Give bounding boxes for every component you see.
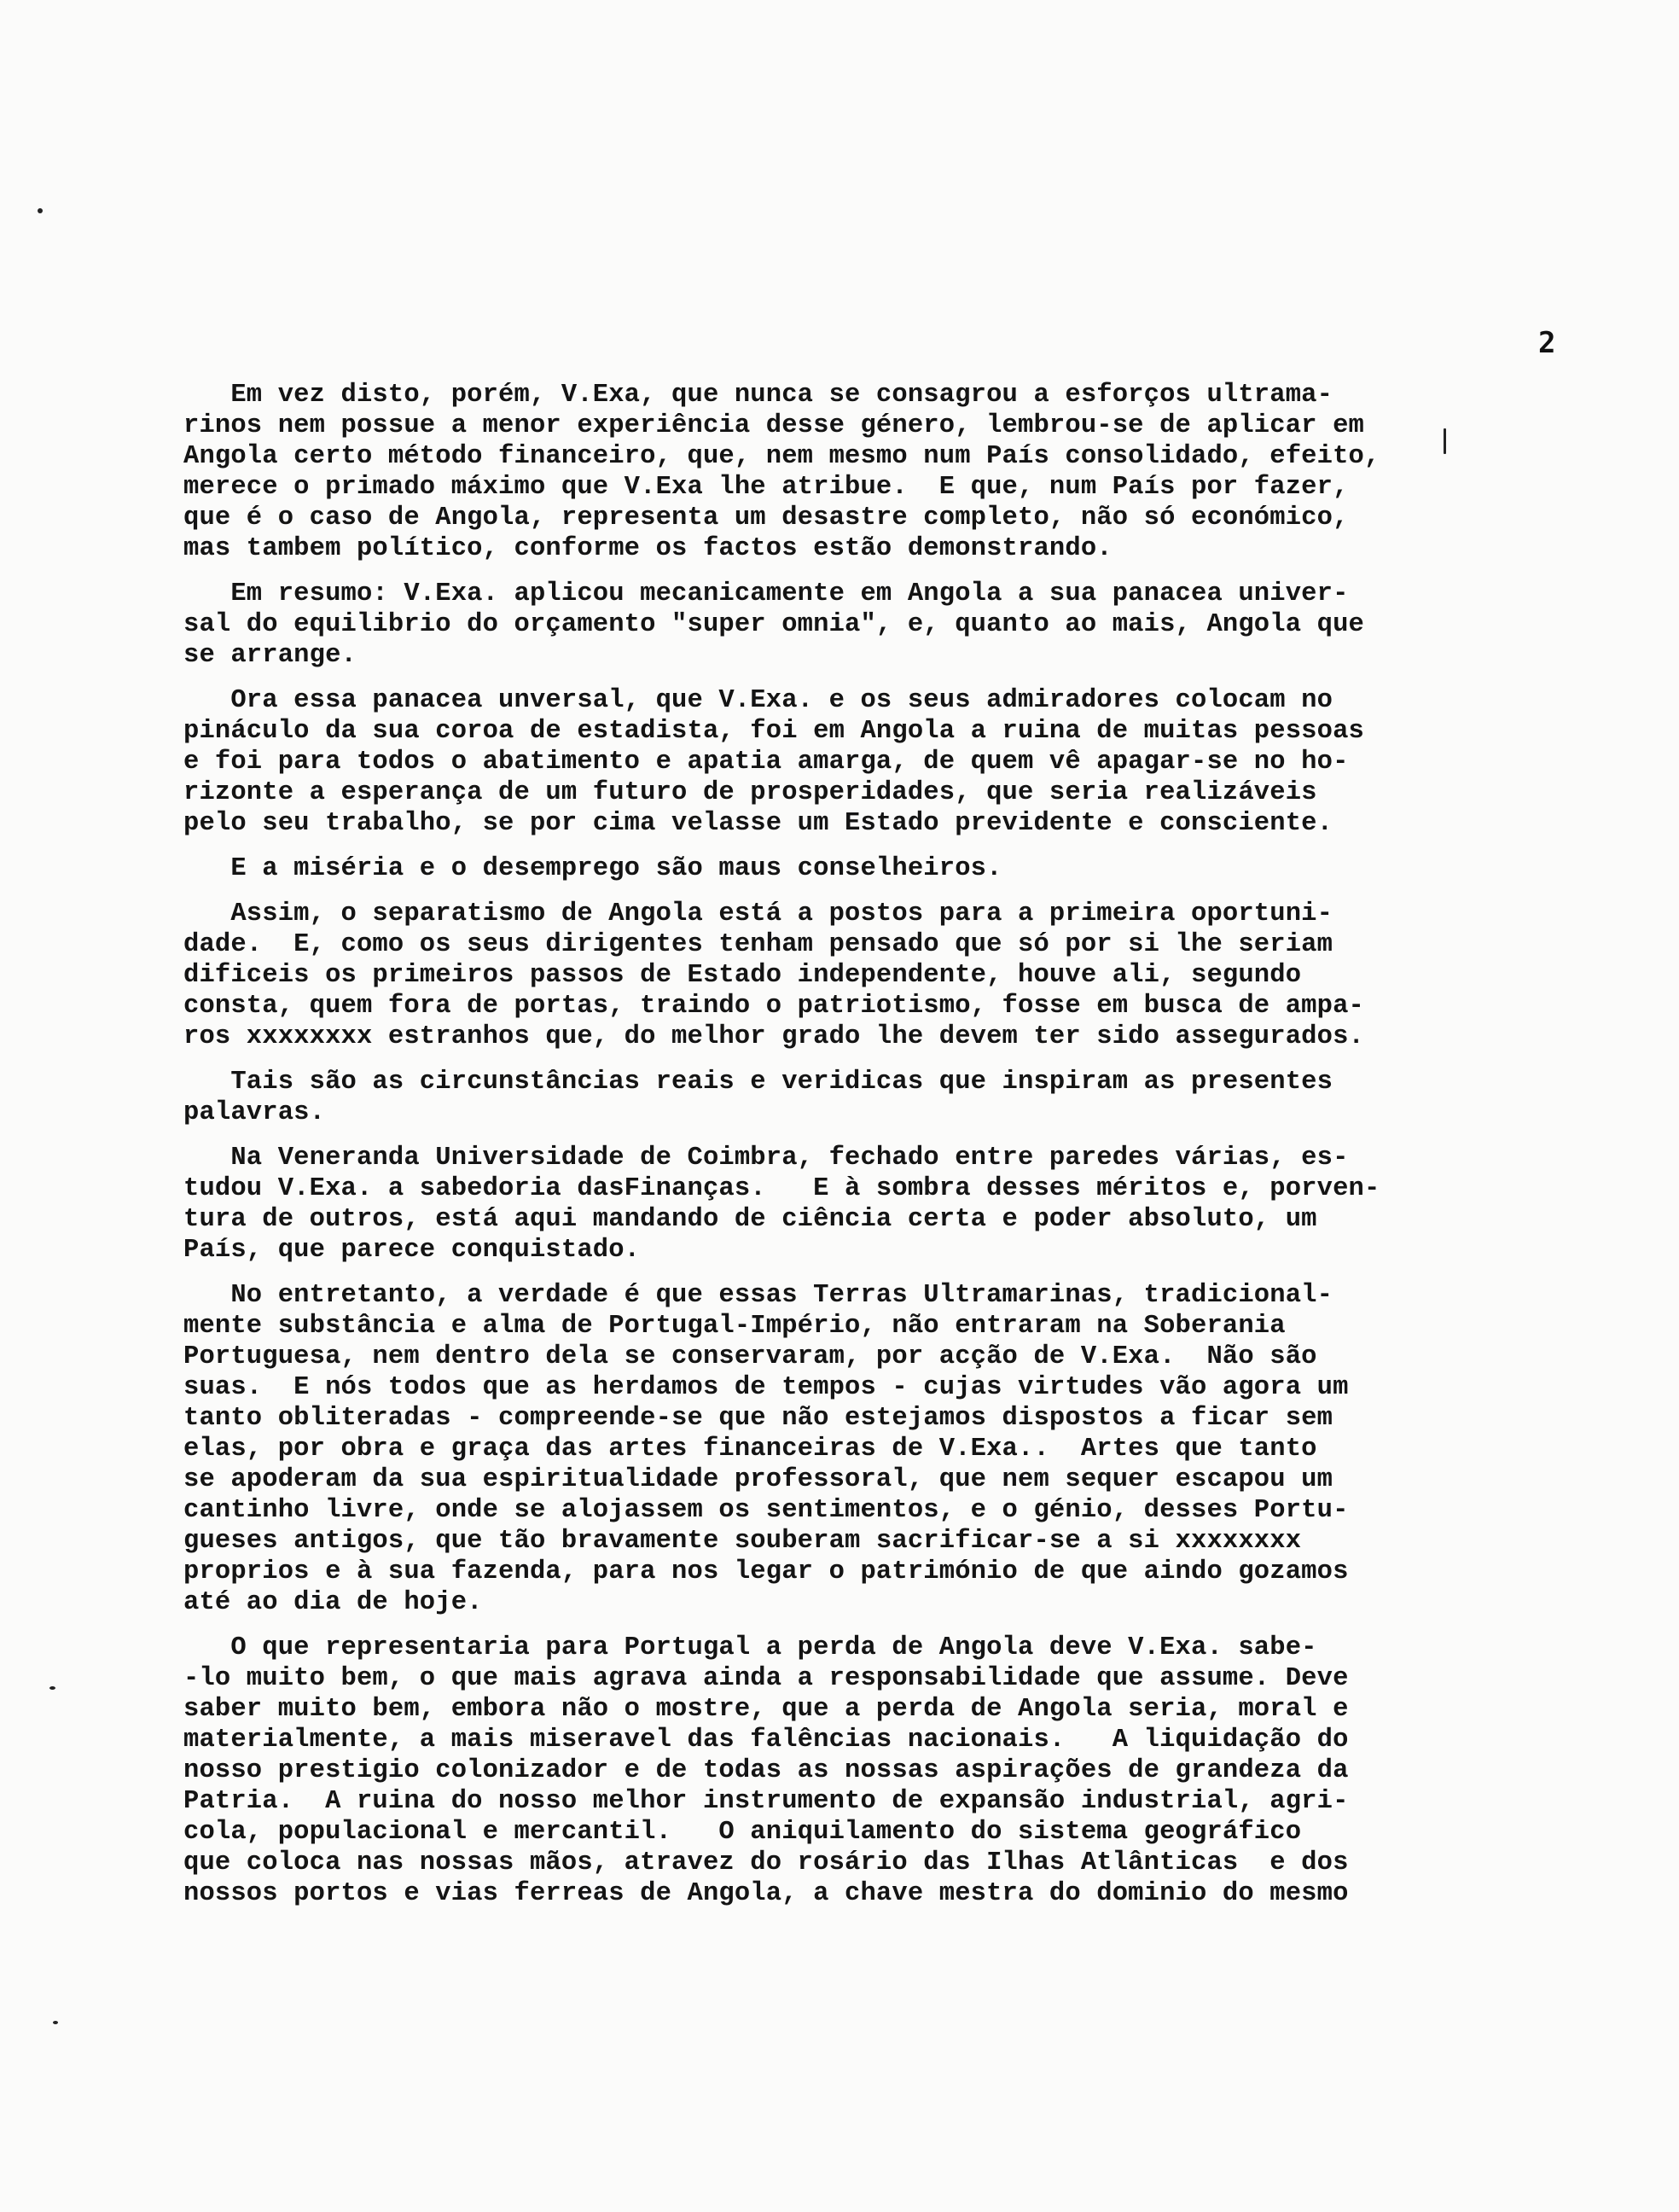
paragraph <box>183 1143 1566 1266</box>
text-line: cantinho livre, onde se alojassem os sentimentos, e o génio, desses Portu- <box>183 1496 1349 1525</box>
text-line: Portuguesa, nem dentro dela se conservaram, por acção de V.Exa. Não são <box>183 1342 1317 1371</box>
paragraph <box>183 380 1566 564</box>
text-line: No entretanto, a verdade é que essas Terras Ultramarinas, tradicional- <box>183 1281 1333 1310</box>
text-line: que é o caso de Angola, representa um desastre completo, não só económico, <box>183 504 1349 533</box>
text-line: tudou V.Exa. a sabedoria dasFinanças. E à sombra desses méritos e, porven- <box>183 1174 1380 1203</box>
margin-speck <box>49 1686 55 1690</box>
text-line: nossos portos e vias ferreas de Angola, a chave mestra do dominio do mesmo <box>183 1879 1349 1908</box>
text-line: ros xxxxxxxx estranhos que, do melhor grado lhe devem ter sido assegurados. <box>183 1022 1364 1051</box>
text-line: O que representaria para Portugal a perda de Angola deve V.Exa. sabe- <box>183 1633 1317 1662</box>
text-line: País, que parece conquistado. <box>183 1236 641 1265</box>
text-line: pelo seu trabalho, se por cima velasse um Estado previdente e consciente. <box>183 809 1333 838</box>
margin-speck <box>38 208 43 213</box>
text-line: mas tambem político, conforme os factos estão demonstrando. <box>183 534 1113 563</box>
text-line: Patria. A ruina do nosso melhor instrumento de expansão industrial, agri- <box>183 1787 1349 1816</box>
text-line: Assim, o separatismo de Angola está a postos para a primeira oportuni- <box>183 899 1333 928</box>
text-line: Na Veneranda Universidade de Coimbra, fechado entre paredes várias, es- <box>183 1144 1349 1173</box>
text-line: mente substância e alma de Portugal-Império, não entraram na Soberania <box>183 1312 1286 1341</box>
paragraph <box>183 853 1566 884</box>
text-line: materialmente, a mais miseravel das falências nacionais. A liquidação do <box>183 1726 1349 1755</box>
text-line: tanto obliteradas - compreende-se que não estejamos dispostos a ficar sem <box>183 1404 1333 1433</box>
text-line: gueses antigos, que tão bravamente souberam sacrificar-se a si xxxxxxxx <box>183 1527 1302 1556</box>
paragraph <box>183 1280 1566 1618</box>
text-line: que coloca nas nossas mãos, atravez do rosário das Ilhas Atlânticas e dos <box>183 1848 1349 1877</box>
text-line: Tais são as circunstâncias reais e veridicas que inspiram as presentes <box>183 1068 1333 1097</box>
text-line: merece o primado máximo que V.Exa lhe atribue. E que, num País por fazer, <box>183 473 1349 502</box>
text-line: consta, quem fora de portas, traindo o patriotismo, fosse em busca de ampa- <box>183 992 1364 1021</box>
text-line: e foi para todos o abatimento e apatia amarga, de quem vê apagar-se no ho- <box>183 748 1349 777</box>
text-line: elas, por obra e graça das artes financeiras de V.Exa.. Artes que tanto <box>183 1435 1317 1464</box>
text-line: se arrange. <box>183 641 357 670</box>
text-line: E a miséria e o desemprego são maus conselheiros. <box>183 854 1002 883</box>
text-line: -lo muito bem, o que mais agrava ainda a responsabilidade que assume. Deve <box>183 1664 1349 1693</box>
text-line: saber muito bem, embora não o mostre, que a perda de Angola seria, moral e <box>183 1695 1349 1724</box>
text-line: palavras. <box>183 1098 326 1127</box>
text-line: Angola certo método financeiro, que, nem mesmo num País consolidado, efeito, <box>183 442 1380 471</box>
page-number: 2 <box>1538 326 1556 360</box>
text-line: dificeis os primeiros passos de Estado independente, houve ali, segundo <box>183 961 1302 990</box>
text-line: tura de outros, está aqui mandando de ciência certa e poder absoluto, um <box>183 1205 1317 1234</box>
text-line: Ora essa panacea unversal, que V.Exa. e os seus admiradores colocam no <box>183 686 1333 715</box>
text-line: rinos nem possue a menor experiência desse género, lembrou-se de aplicar em <box>183 411 1364 440</box>
paragraph <box>183 579 1566 671</box>
text-line: dade. E, como os seus dirigentes tenham pensado que só por si lhe seriam <box>183 930 1333 959</box>
text-line: Em vez disto, porém, V.Exa, que nunca se consagrou a esforços ultrama- <box>183 381 1333 410</box>
paragraph <box>183 1633 1566 1909</box>
letter-body <box>183 380 1566 1924</box>
paragraph <box>183 685 1566 839</box>
text-line: cola, populacional e mercantil. O aniquilamento do sistema geográfico <box>183 1818 1302 1847</box>
paragraph <box>183 1067 1566 1128</box>
text-line: até ao dia de hoje. <box>183 1588 483 1617</box>
text-line: sal do equilibrio do orçamento "super omnia", e, quanto ao mais, Angola que <box>183 610 1364 639</box>
paragraph <box>183 899 1566 1052</box>
margin-speck <box>53 2021 58 2024</box>
text-line: proprios e à sua fazenda, para nos legar o património de que aindo gozamos <box>183 1557 1349 1586</box>
text-line: suas. E nós todos que as herdamos de tempos - cujas virtudes vão agora um <box>183 1373 1349 1402</box>
text-line: rizonte a esperança de um futuro de prosperidades, que seria realizáveis <box>183 778 1317 807</box>
text-line: se apoderam da sua espiritualidade professoral, que nem sequer escapou um <box>183 1465 1333 1494</box>
text-line: nosso prestigio colonizador e de todas as nossas aspirações de grandeza da <box>183 1756 1349 1785</box>
text-line: Em resumo: V.Exa. aplicou mecanicamente em Angola a sua panacea univer- <box>183 579 1349 608</box>
text-line: pináculo da sua coroa de estadista, foi em Angola a ruina de muitas pessoas <box>183 717 1364 746</box>
